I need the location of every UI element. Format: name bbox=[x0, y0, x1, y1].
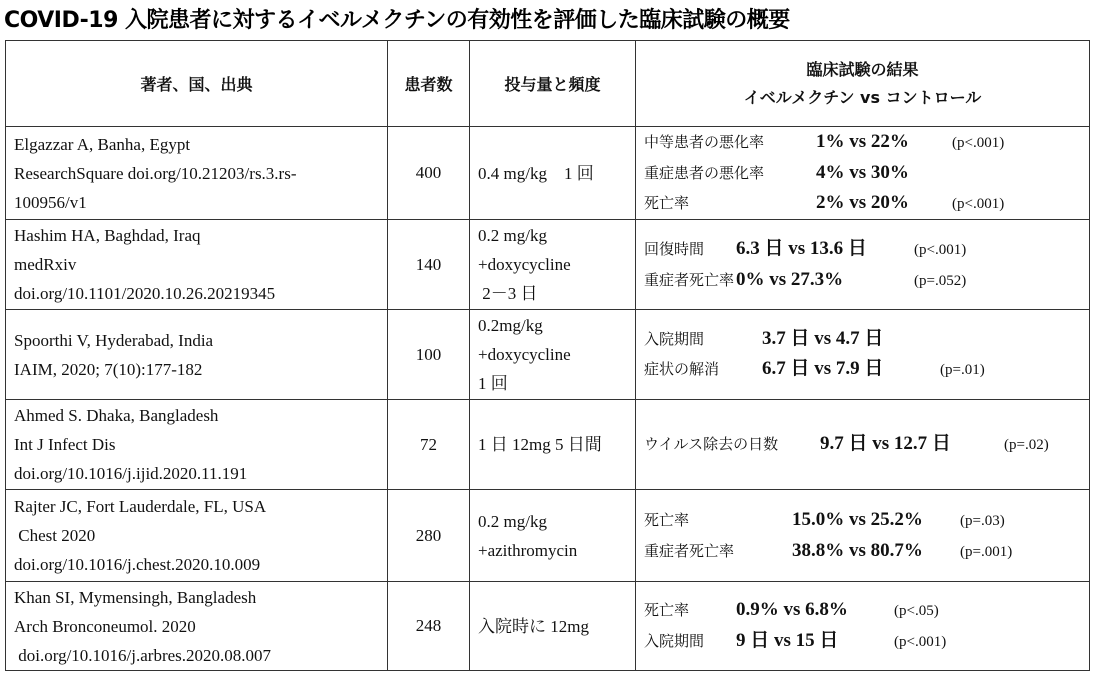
result-p-value: (p<.001) bbox=[952, 196, 1005, 212]
result-line bbox=[644, 265, 1081, 296]
author-line: medRxiv bbox=[14, 255, 77, 274]
dose-line: +doxycycline bbox=[478, 255, 571, 274]
result-line bbox=[644, 505, 1081, 536]
result-label: 死亡率 bbox=[644, 601, 690, 619]
dose-line: 1 回 bbox=[478, 374, 508, 393]
result-value: 0% vs 27.3% bbox=[736, 268, 844, 290]
author-line: IAIM, 2020; 7(10):177-182 bbox=[14, 359, 203, 379]
result-label: 中等患者の悪化率 bbox=[644, 133, 765, 151]
result-value: 0.9% vs 6.8% bbox=[736, 599, 848, 620]
author-cell bbox=[6, 490, 388, 582]
author-cell bbox=[6, 220, 388, 310]
author-line: Arch Bronconeumol. 2020 bbox=[14, 616, 196, 636]
result-p-value: (p<.05) bbox=[894, 603, 939, 619]
result-label: 重症者死亡率 bbox=[644, 270, 735, 289]
header-patients: 患者数 bbox=[388, 41, 470, 127]
author-line: 100956/v1 bbox=[14, 192, 87, 212]
result-label: 入院期間 bbox=[644, 330, 705, 348]
author-line: Int J Infect Dis bbox=[14, 435, 116, 454]
header-results-line1: 臨床試験の結果 bbox=[806, 59, 919, 79]
patients-cell: 280 bbox=[388, 490, 470, 582]
result-value: 15.0% vs 25.2% bbox=[792, 508, 923, 530]
trials-table bbox=[5, 40, 1090, 671]
result-p-value: (p=.03) bbox=[960, 512, 1005, 529]
author-line: doi.org/10.1101/2020.10.26.20219345 bbox=[14, 284, 276, 303]
author-line: doi.org/10.1016/j.chest.2020.10.009 bbox=[14, 555, 261, 574]
dose-line: 0.4 mg/kg 1 回 bbox=[478, 163, 594, 183]
result-label: ウイルス除去の日数 bbox=[644, 435, 779, 453]
result-value: 2% vs 20% bbox=[816, 192, 909, 213]
author-line: doi.org/10.1016/j.ijid.2020.11.191 bbox=[14, 464, 248, 483]
results-cell bbox=[636, 400, 1090, 490]
author-line: Spoorthi V, Hyderabad, India bbox=[14, 330, 214, 350]
result-label: 重症患者の悪化率 bbox=[644, 164, 765, 182]
result-p-value: (p<.001) bbox=[894, 634, 947, 650]
result-line bbox=[644, 536, 1081, 567]
dose-line: 1 日 12mg 5 日間 bbox=[478, 435, 602, 454]
result-value: 3.7 日 vs 4.7 日 bbox=[762, 328, 884, 349]
results-cell bbox=[636, 127, 1090, 220]
result-p-value: (p=.001) bbox=[960, 543, 1013, 560]
result-p-value: (p<.001) bbox=[914, 241, 967, 258]
author-cell bbox=[6, 582, 388, 671]
result-label: 入院期間 bbox=[644, 632, 705, 650]
dose-cell bbox=[470, 490, 636, 582]
result-line bbox=[644, 324, 1081, 354]
header-results-line2: イベルメクチン vs コントロール bbox=[743, 87, 982, 107]
patients-cell: 72 bbox=[388, 400, 470, 490]
dose-line: 0.2 mg/kg bbox=[478, 511, 547, 531]
dose-cell bbox=[470, 400, 636, 490]
result-label: 死亡率 bbox=[644, 510, 690, 529]
author-line: doi.org/10.1016/j.arbres.2020.08.007 bbox=[14, 645, 272, 665]
table-row bbox=[6, 490, 1090, 582]
results-cell bbox=[636, 490, 1090, 582]
dose-line: +doxycycline bbox=[478, 345, 571, 364]
dose-line: 2－3 日 bbox=[478, 284, 538, 303]
result-line bbox=[644, 127, 1081, 158]
page-title: COVID-19 入院患者に対するイベルメクチンの有効性を評価した臨床試験の概要 bbox=[4, 8, 790, 33]
result-line bbox=[644, 234, 1081, 265]
author-line: ResearchSquare doi.org/10.21203/rs.3.rs- bbox=[14, 163, 297, 183]
author-line: Elgazzar A, Banha, Egypt bbox=[14, 134, 191, 154]
result-line bbox=[644, 158, 1081, 188]
result-value: 9 日 vs 15 日 bbox=[736, 630, 839, 651]
author-cell bbox=[6, 127, 388, 220]
dose-cell bbox=[470, 220, 636, 310]
table-row bbox=[6, 582, 1090, 671]
dose-cell bbox=[470, 582, 636, 671]
patients-cell: 100 bbox=[388, 310, 470, 400]
results-cell bbox=[636, 220, 1090, 310]
result-label: 症状の解消 bbox=[644, 360, 720, 378]
result-p-value: (p=.052) bbox=[914, 272, 967, 289]
patients-cell: 140 bbox=[388, 220, 470, 310]
result-label: 回復時間 bbox=[644, 239, 705, 258]
header-dose: 投与量と頻度 bbox=[470, 41, 636, 127]
header-results bbox=[636, 41, 1090, 127]
dose-line: 入院時に 12mg bbox=[478, 616, 589, 636]
dose-line: +azithromycin bbox=[478, 540, 578, 560]
dose-line: 0.2 mg/kg bbox=[478, 226, 547, 245]
result-p-value: (p<.001) bbox=[952, 135, 1005, 151]
result-p-value: (p=.02) bbox=[1004, 437, 1049, 453]
author-cell bbox=[6, 310, 388, 400]
result-line bbox=[644, 626, 1081, 657]
result-value: 9.7 日 vs 12.7 日 bbox=[820, 433, 951, 454]
header-row bbox=[6, 41, 1090, 127]
result-label: 死亡率 bbox=[644, 194, 690, 212]
result-value: 4% vs 30% bbox=[816, 162, 909, 183]
author-line: Ahmed S. Dhaka, Bangladesh bbox=[14, 406, 219, 425]
dose-cell bbox=[470, 310, 636, 400]
result-value: 6.7 日 vs 7.9 日 bbox=[762, 358, 884, 379]
author-line: Khan SI, Mymensingh, Bangladesh bbox=[14, 587, 257, 607]
dose-cell bbox=[470, 127, 636, 220]
result-p-value: (p=.01) bbox=[940, 362, 985, 378]
patients-cell: 248 bbox=[388, 582, 470, 671]
result-line bbox=[644, 595, 1081, 626]
author-line: Rajter JC, Fort Lauderdale, FL, USA bbox=[14, 497, 267, 516]
author-cell bbox=[6, 400, 388, 490]
results-cell bbox=[636, 310, 1090, 400]
header-author: 著者、国、出典 bbox=[6, 41, 388, 127]
results-cell bbox=[636, 582, 1090, 671]
table-row bbox=[6, 127, 1090, 220]
dose-line: 0.2mg/kg bbox=[478, 316, 543, 335]
patients-cell: 400 bbox=[388, 127, 470, 220]
author-line: Chest 2020 bbox=[14, 526, 96, 545]
result-line bbox=[644, 354, 1081, 385]
table-row bbox=[6, 220, 1090, 310]
table-row bbox=[6, 310, 1090, 400]
result-line bbox=[644, 188, 1081, 219]
author-line: Hashim HA, Baghdad, Iraq bbox=[14, 226, 201, 245]
result-value: 6.3 日 vs 13.6 日 bbox=[736, 237, 867, 259]
result-label: 重症者死亡率 bbox=[644, 541, 735, 560]
result-value: 38.8% vs 80.7% bbox=[792, 539, 923, 561]
result-line bbox=[644, 429, 1081, 460]
table-row bbox=[6, 400, 1090, 490]
result-value: 1% vs 22% bbox=[816, 131, 909, 152]
